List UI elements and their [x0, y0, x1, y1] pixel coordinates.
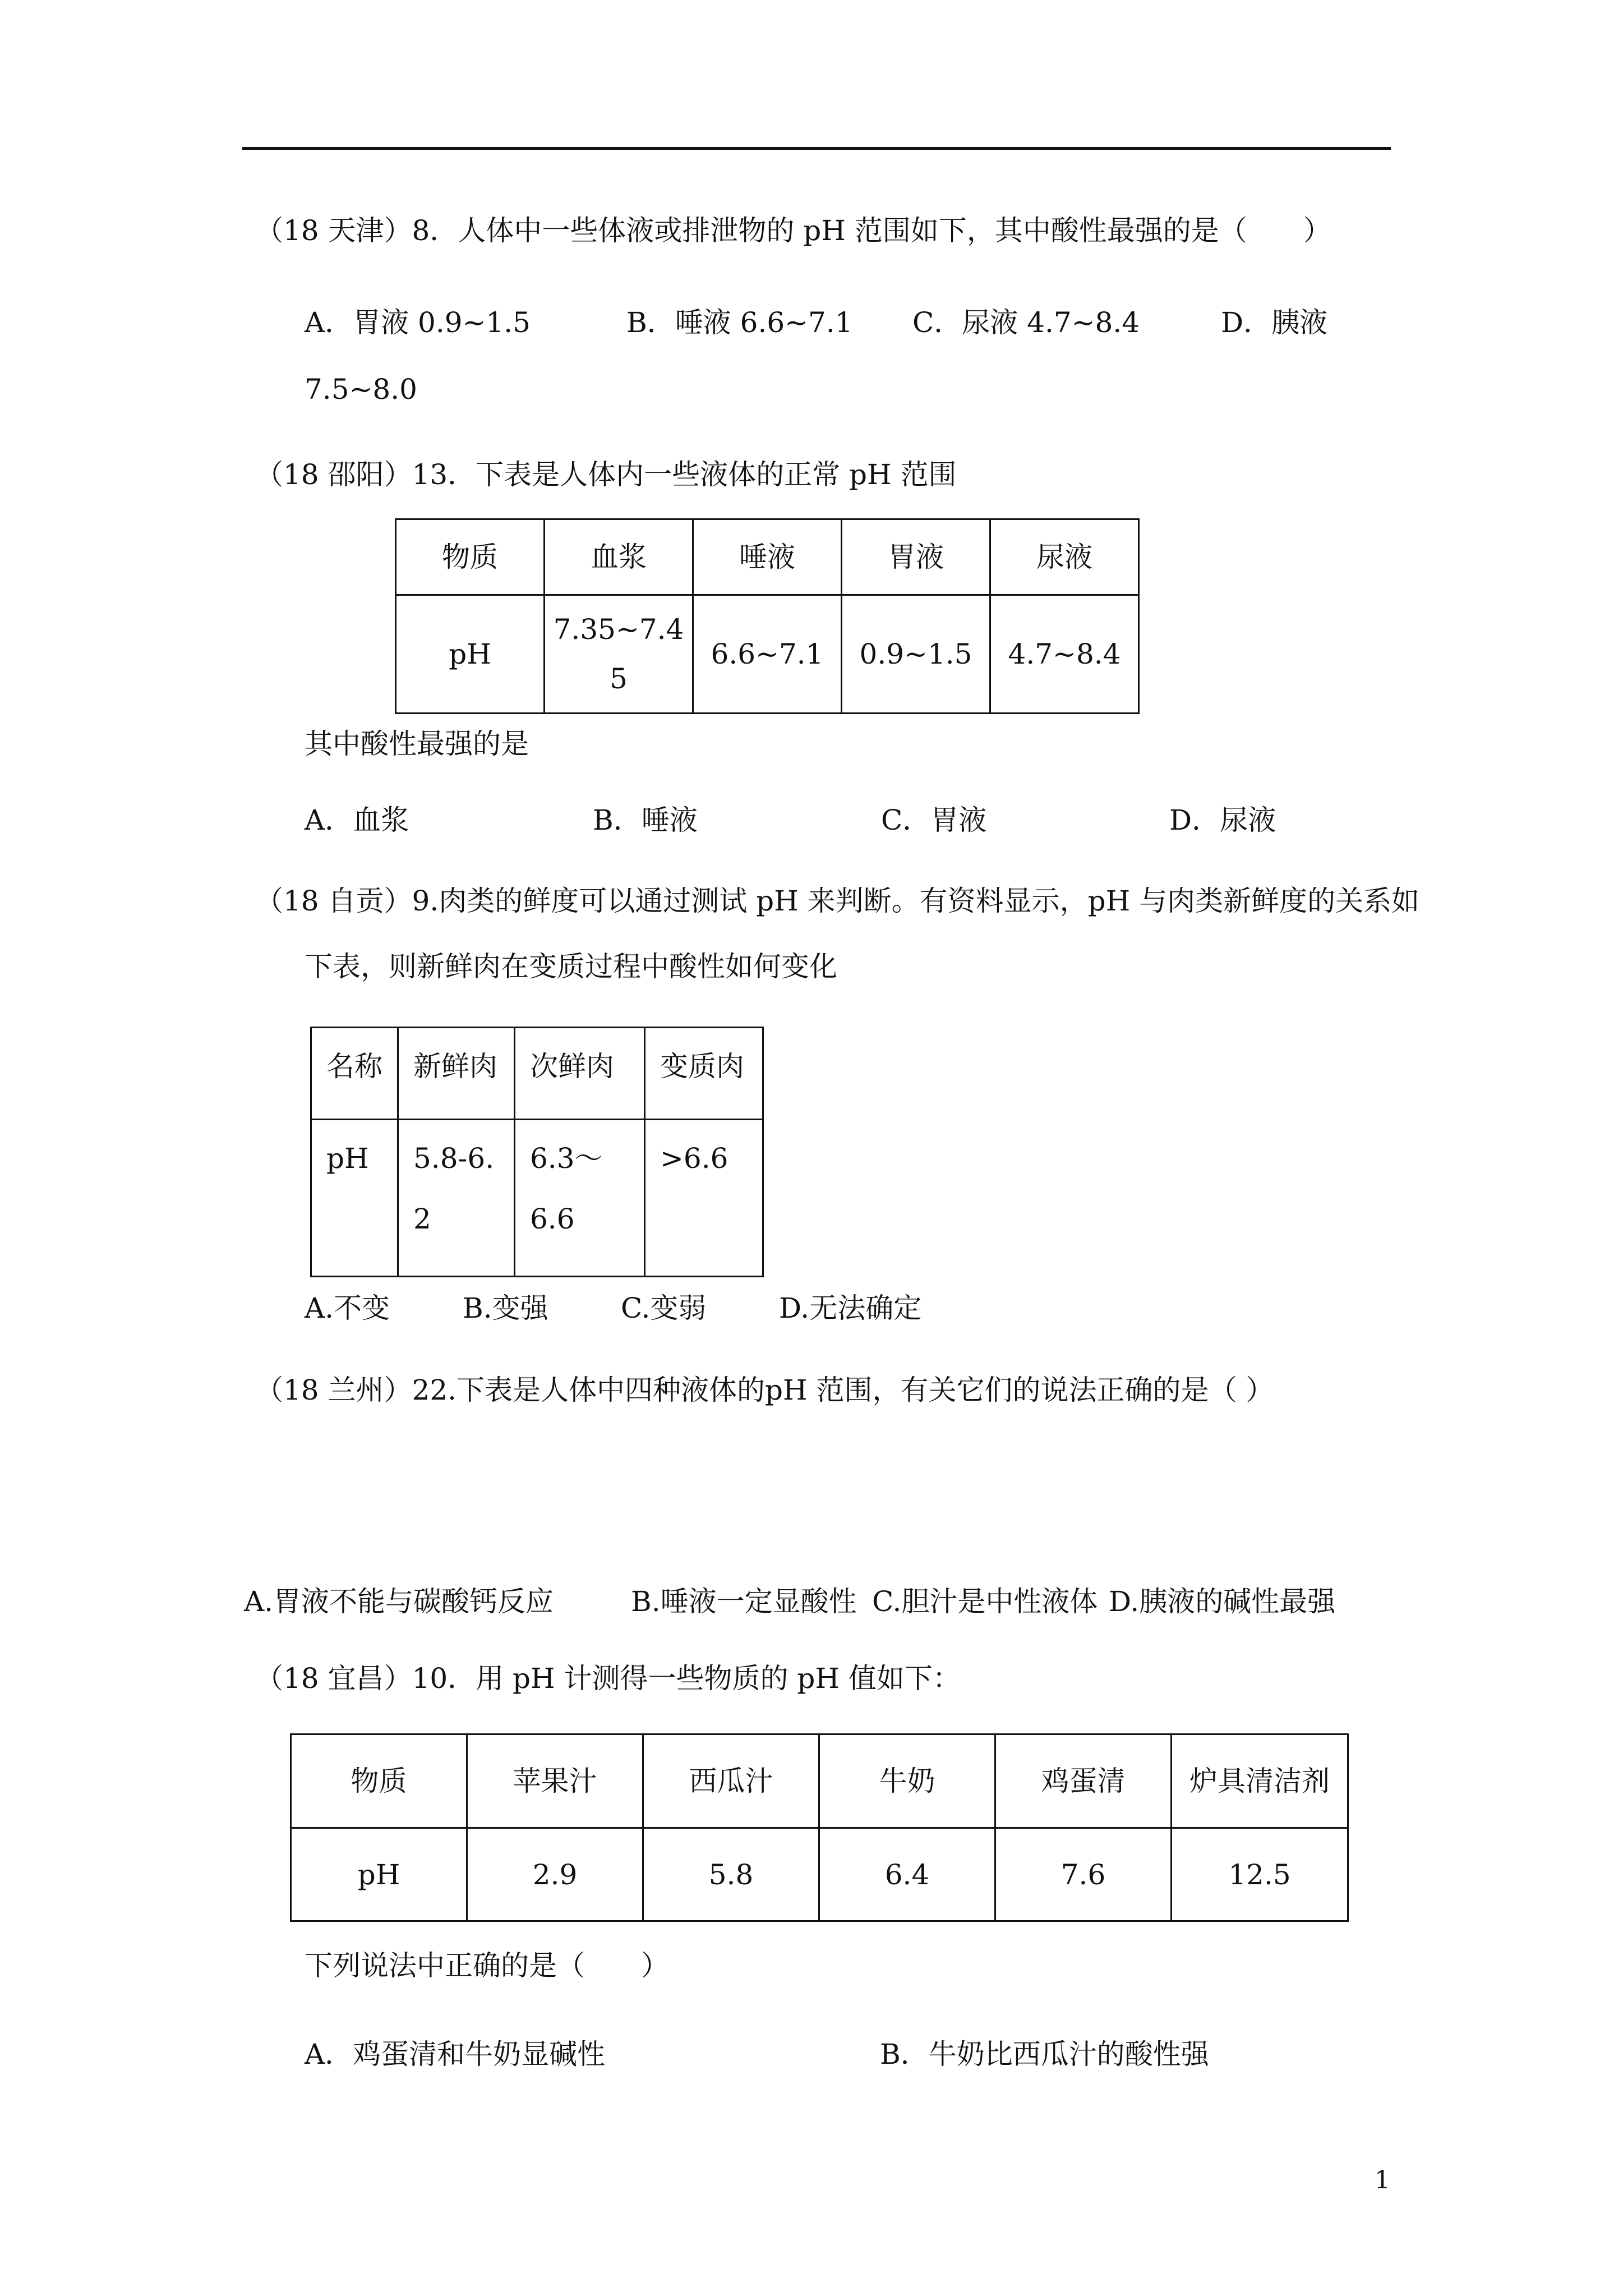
q5-table-cell: 12.5: [1172, 1828, 1348, 1921]
q3-table-header-row: [311, 1028, 763, 1120]
q5-table-header-cell: 炉具清洁剂: [1172, 1734, 1348, 1828]
q2-table-header-cell: 唾液: [693, 519, 842, 595]
q1-stem: （18 天津）8．人体中一些体液或排泄物的 pH 范围如下，其中酸性最强的是（ ）: [255, 214, 1331, 247]
header-rule: [242, 147, 1391, 150]
q5-table-cell: 7.6: [995, 1828, 1172, 1921]
q3-table-header-cell: 名称: [311, 1028, 398, 1120]
q1-option-c: C．尿液 4.7~8.4: [912, 306, 1140, 339]
q5-table-header-cell: 西瓜汁: [643, 1734, 819, 1828]
q2-table: [395, 518, 1140, 714]
q4-option-b: B.唾液一定显酸性: [631, 1585, 857, 1618]
q2-table-ph-row: [396, 595, 1139, 714]
q1-option-a: A．胃液 0.9~1.5: [305, 306, 531, 339]
q4-option-d: D.胰液的碱性最强: [1109, 1585, 1336, 1618]
q2-table-cell: 6.6~7.1: [693, 595, 842, 714]
q2-table-header-row: [396, 519, 1139, 595]
q2-table-row-label: pH: [396, 595, 545, 714]
q2-option-b: B．唾液: [593, 804, 698, 836]
q3-table-cell: 5.8-6. 2: [398, 1120, 515, 1277]
q5-question: 下列说法中正确的是（ ）: [305, 1949, 669, 1982]
q2-table-cell: 7.35~7.4 5: [545, 595, 693, 714]
q2-table-cell: 0.9~1.5: [842, 595, 990, 714]
q3-table-cell: 6.3～ 6.6: [515, 1120, 645, 1277]
q2-option-a: A．血浆: [305, 804, 409, 836]
q2-table-header-cell: 胃液: [842, 519, 990, 595]
q3-table-cell: >6.6: [645, 1120, 763, 1277]
q3-stem-line1: （18 自贡）9.肉类的鲜度可以通过测试 pH 来判断。有资料显示，pH 与肉类新鲜度的关系如: [255, 885, 1420, 917]
q5-table-cell: 2.9: [467, 1828, 643, 1921]
q1-option-d-value: 7.5~8.0: [305, 373, 417, 406]
q2-table-header-cell: 物质: [396, 519, 545, 595]
q3-option-a: A.不变: [305, 1292, 390, 1324]
q3-table-ph-row: [311, 1120, 763, 1277]
q5-option-b: B．牛奶比西瓜汁的酸性强: [880, 2038, 1209, 2070]
q4-option-c: C.胆汁是中性液体: [872, 1585, 1098, 1618]
q3-option-c: C.变弱: [621, 1292, 707, 1324]
q3-table-header-cell: 次鲜肉: [515, 1028, 645, 1120]
q3-table-header-cell: 新鲜肉: [398, 1028, 515, 1120]
q5-table-header-row: [291, 1734, 1348, 1828]
q3-table: [310, 1027, 764, 1277]
q3-table-row-label: pH: [311, 1120, 398, 1277]
q3-stem-line2: 下表，则新鲜肉在变质过程中酸性如何变化: [305, 950, 837, 983]
q2-option-d: D．尿液: [1169, 804, 1276, 836]
q4-stem: （18 兰州）22.下表是人体中四种液体的pH 范围，有关它们的说法正确的是（ ）: [255, 1374, 1274, 1406]
q2-option-c: C．胃液: [881, 804, 987, 836]
page-number: 1: [1375, 2166, 1390, 2194]
q2-question: 其中酸性最强的是: [305, 728, 529, 760]
q5-table-cell: 6.4: [819, 1828, 995, 1921]
q5-table-cell: 5.8: [643, 1828, 819, 1921]
q3-table-header-cell: 变质肉: [645, 1028, 763, 1120]
q5-table-row-label: pH: [291, 1828, 467, 1921]
q5-table-ph-row: [291, 1828, 1348, 1921]
q5-table-header-cell: 苹果汁: [467, 1734, 643, 1828]
q1-option-d: D．胰液: [1221, 306, 1328, 339]
q2-stem: （18 邵阳）13．下表是人体内一些液体的正常 pH 范围: [255, 458, 957, 491]
q2-table-header-cell: 尿液: [990, 519, 1139, 595]
q2-table-cell: 4.7~8.4: [990, 595, 1139, 714]
q4-option-a: A.胃液不能与碳酸钙反应: [244, 1585, 554, 1618]
q5-table-header-cell: 鸡蛋清: [995, 1734, 1172, 1828]
q3-option-d: D.无法确定: [779, 1292, 922, 1324]
q5-table: [290, 1733, 1349, 1922]
q5-option-a: A．鸡蛋清和牛奶显碱性: [305, 2038, 606, 2070]
q1-option-b: B．唾液 6.6~7.1: [626, 306, 853, 339]
q5-table-header-cell: 牛奶: [819, 1734, 995, 1828]
q2-table-header-cell: 血浆: [545, 519, 693, 595]
q5-stem: （18 宜昌）10．用 pH 计测得一些物质的 pH 值如下：: [255, 1662, 961, 1695]
q5-table-header-cell: 物质: [291, 1734, 467, 1828]
q3-option-b: B.变强: [463, 1292, 548, 1324]
